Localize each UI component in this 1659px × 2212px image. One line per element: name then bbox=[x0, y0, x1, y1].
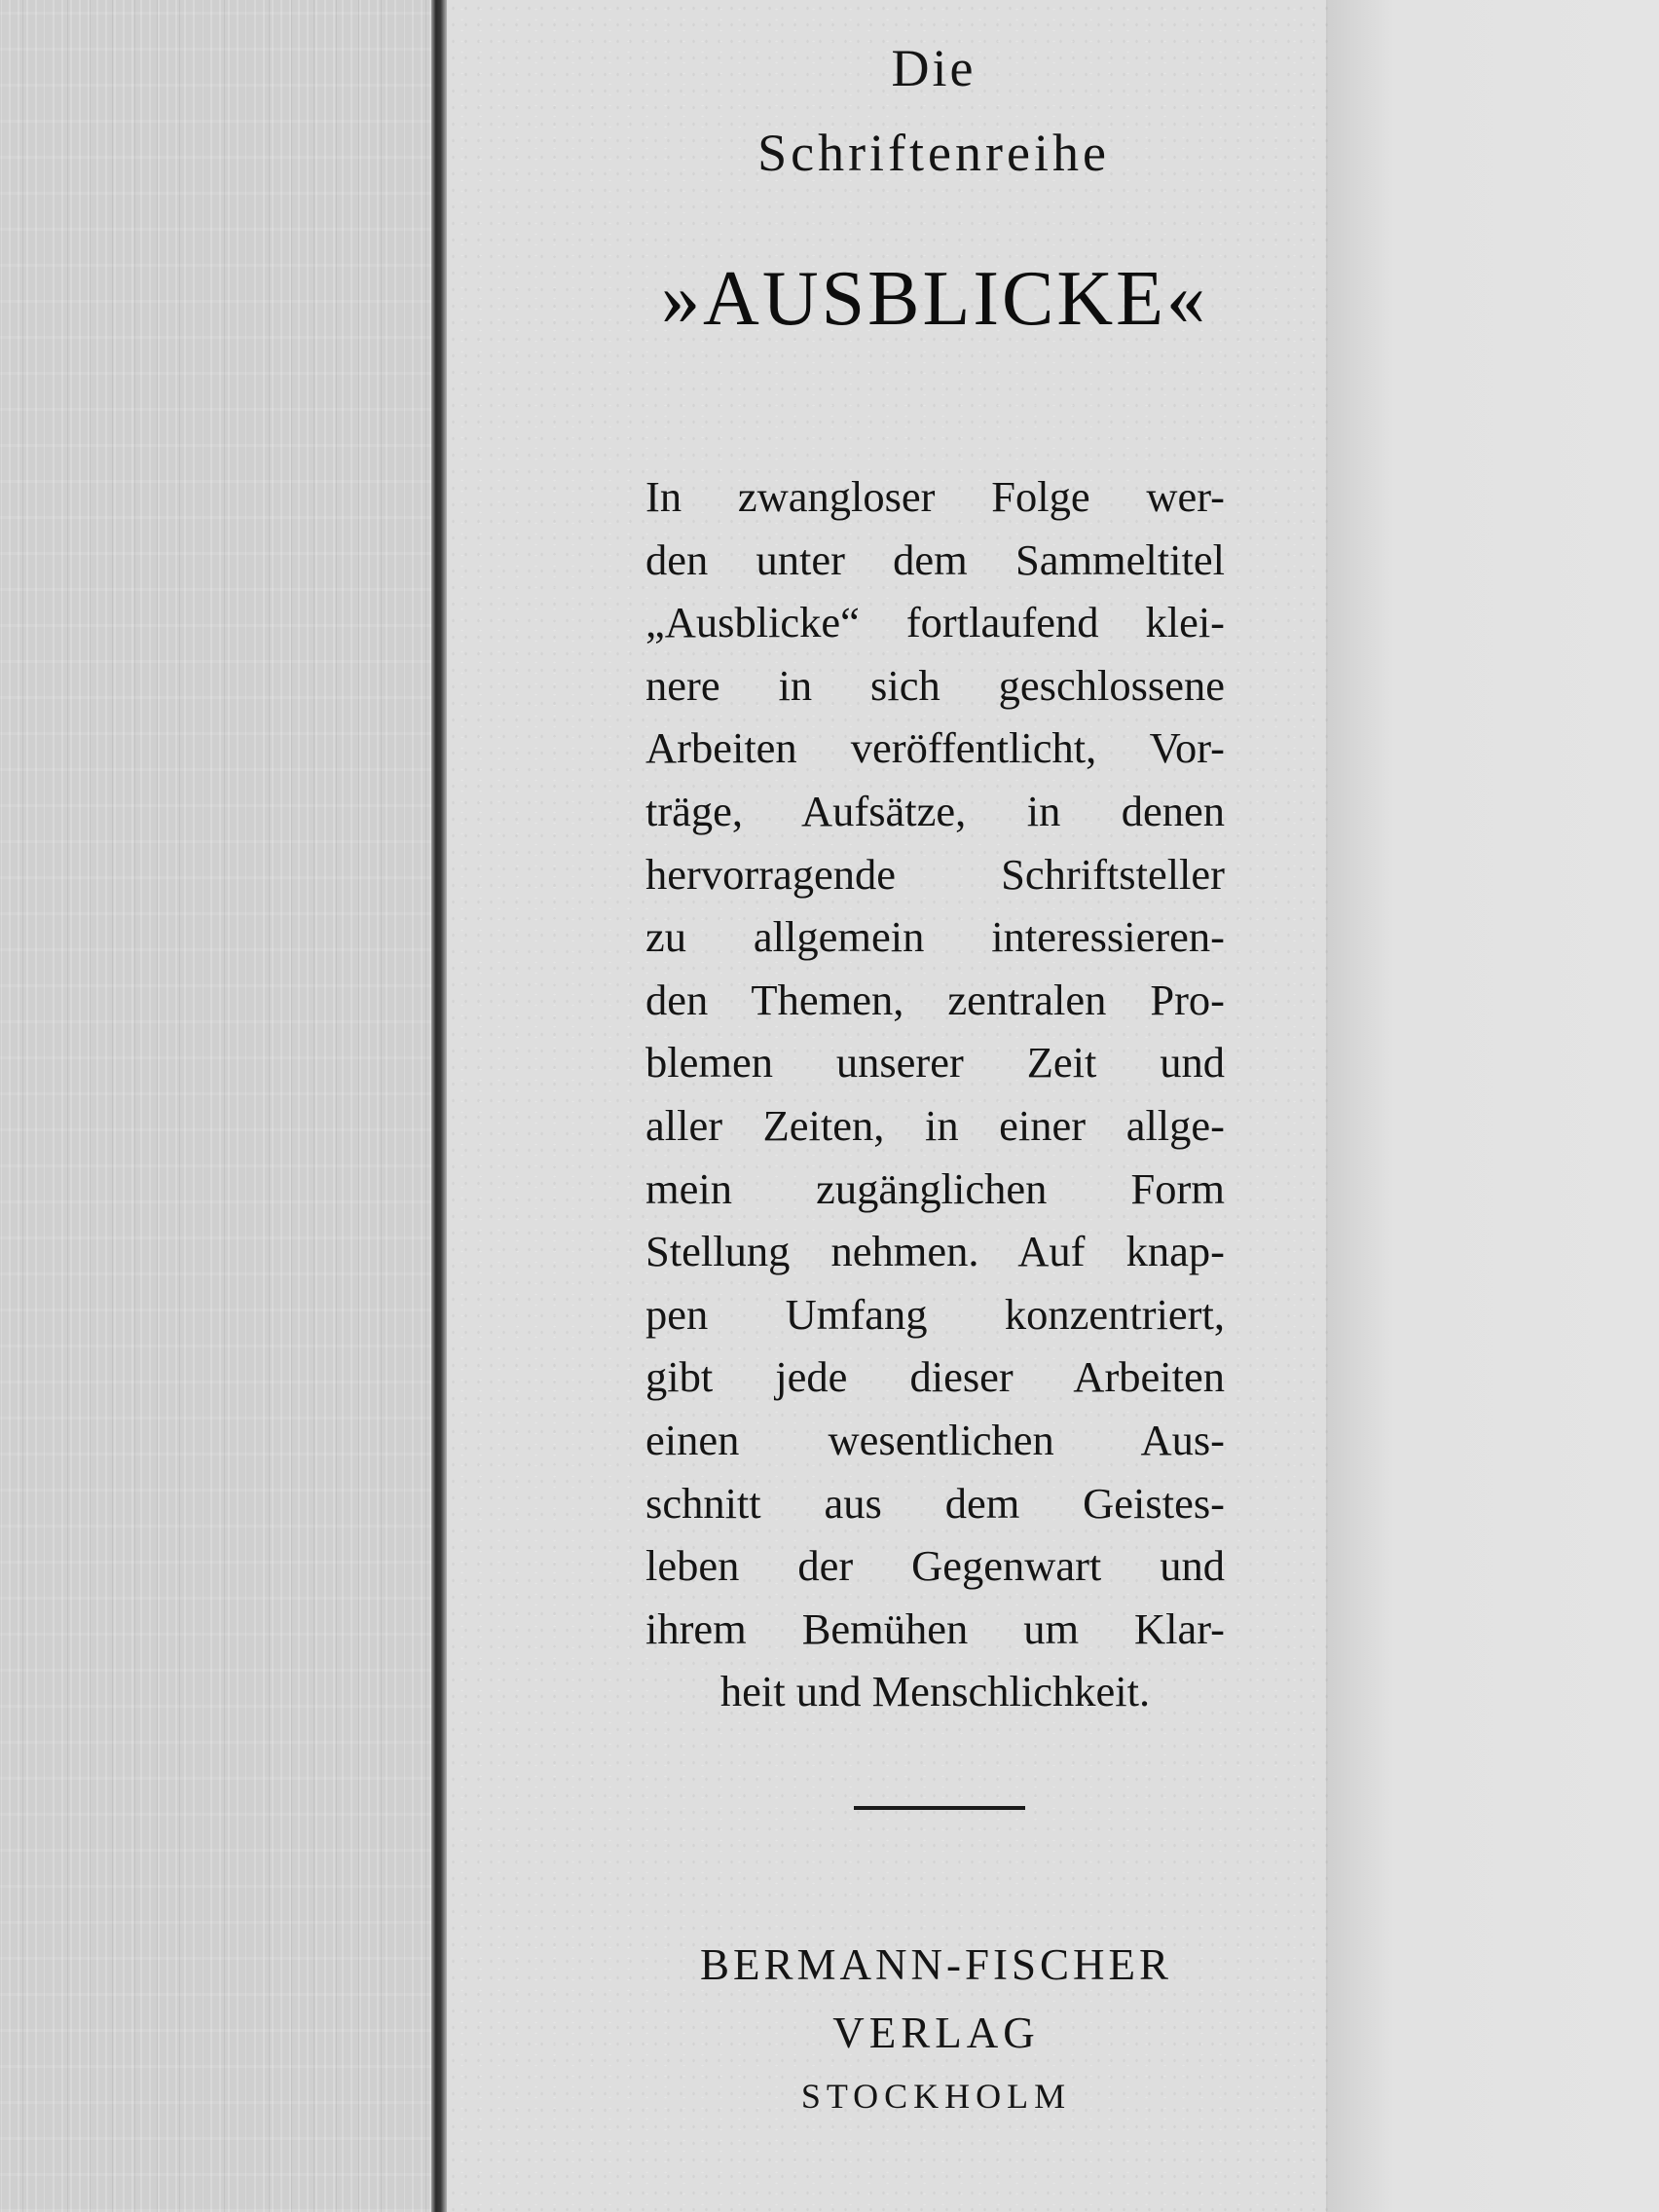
paragraph-line: heit und Menschlichkeit. bbox=[719, 1667, 1151, 1716]
paragraph-line: einen wesentlichen Aus- bbox=[645, 1415, 1225, 1464]
paragraph-line: gibt jede dieser Arbeiten bbox=[645, 1352, 1225, 1402]
paragraph-line: ihrem Bemühen um Klar- bbox=[645, 1604, 1225, 1653]
description-paragraph bbox=[645, 465, 1225, 1723]
paragraph-line: In zwangloser Folge wer- bbox=[645, 472, 1225, 521]
section-divider bbox=[854, 1806, 1025, 1810]
paragraph-line: blemen unserer Zeit und bbox=[645, 1038, 1225, 1088]
paragraph-line: aller Zeiten, in einer allge- bbox=[645, 1100, 1225, 1150]
book-board-left bbox=[0, 0, 438, 2212]
paragraph-line: mein zugänglichen Form bbox=[645, 1163, 1225, 1213]
paragraph-line: „Ausblicke“ fortlaufend klei- bbox=[645, 598, 1225, 647]
paragraph-line: zu allgemein interessieren- bbox=[645, 912, 1225, 962]
publisher-city: STOCKHOLM bbox=[800, 2077, 1072, 2116]
background-right bbox=[1328, 0, 1659, 2212]
paragraph-line: hervorragende Schriftsteller bbox=[645, 849, 1225, 899]
paragraph-line: den unter dem Sammeltitel bbox=[645, 535, 1225, 584]
header-line-2: Schriftenreihe bbox=[757, 124, 1110, 182]
paragraph-line: schnitt aus dem Geistes- bbox=[645, 1478, 1225, 1528]
paragraph-line: Stellung nehmen. Auf knap- bbox=[645, 1227, 1225, 1276]
paragraph-line: nere in sich geschlossene bbox=[645, 660, 1225, 710]
paragraph-line: den Themen, zentralen Pro- bbox=[645, 975, 1225, 1024]
paragraph-line: leben der Gegenwart und bbox=[645, 1541, 1225, 1591]
paragraph-line: träge, Aufsätze, in denen bbox=[645, 786, 1225, 835]
paragraph-line: pen Umfang konzentriert, bbox=[645, 1289, 1225, 1339]
book-spine-edge bbox=[431, 0, 447, 2212]
header-line-1: Die bbox=[891, 39, 977, 97]
publisher-name-line-2: VERLAG bbox=[832, 2009, 1040, 2057]
paragraph-line: Arbeiten veröffentlicht, Vor- bbox=[645, 723, 1225, 773]
publisher-name: BERMANN-FISCHER bbox=[699, 1940, 1173, 1989]
series-title: »AUSBLICKE« bbox=[661, 256, 1208, 342]
